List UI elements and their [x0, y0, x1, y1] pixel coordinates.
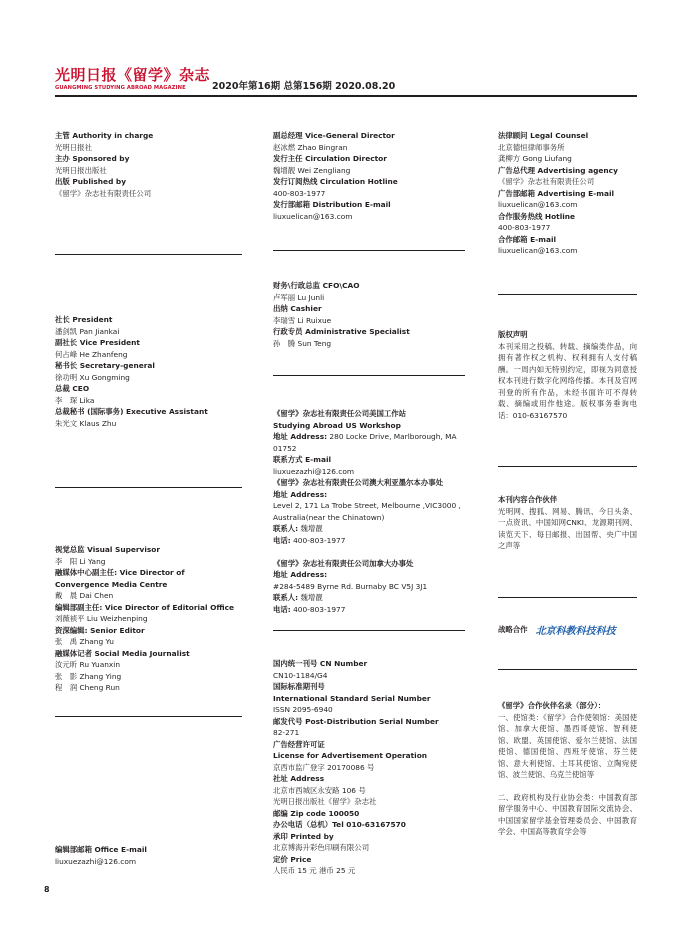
- info-line: 承印 Printed by: [273, 831, 334, 841]
- info-line: 联系人: 魏增靓: [273, 593, 323, 602]
- info-line: liuxuelican@163.com: [273, 211, 353, 221]
- info-line: 光明日报出版社《留学》杂志社: [273, 797, 377, 806]
- logo-english-title: GUANGMING STUDYING ABROAD MAGAZINE: [55, 85, 186, 91]
- content-partner-section: [498, 494, 637, 552]
- info-line: 融媒体记者 Social Media Journalist: [55, 648, 190, 658]
- col1-block-management: [55, 314, 208, 429]
- info-line: 秘书长 Secretary-general: [55, 361, 155, 370]
- info-line: 编辑部副主任: Vice Director of Editorial Office: [55, 602, 235, 612]
- info-line: liuxuezazhi@126.com: [273, 466, 355, 476]
- partners-government: 二、政府机构及行业协会类：中国教育部留学服务中心、中国教育国际交流协会、中国国家留学基金管理委员会、中国教育学会、中国高等教育学会等: [498, 792, 637, 836]
- info-line: 副总经理 Vice-General Director: [273, 131, 395, 140]
- info-line: [273, 546, 461, 558]
- info-line: 合作邮箱 E-mail: [498, 234, 557, 244]
- info-line: 01752: [273, 443, 297, 453]
- info-line: liuxuelican@163.com: [498, 200, 578, 209]
- strategic-partner: [498, 622, 637, 637]
- info-line: 发行部邮箱 Distribution E-mail: [273, 200, 391, 209]
- info-line: 联系人: 魏增靓: [273, 524, 323, 533]
- info-line: 主办 Sponsored by: [55, 154, 130, 163]
- info-line: 北京德恒律师事务所: [498, 142, 565, 152]
- info-line: 光明日报出版社: [55, 165, 107, 175]
- info-line: 行政专员 Administrative Specialist: [273, 327, 410, 336]
- info-line: 法律顾问 Legal Counsel: [498, 131, 589, 140]
- info-line: Convergence Media Centre: [55, 579, 168, 589]
- col2-divider-1: [273, 250, 465, 251]
- header-rule: [55, 95, 637, 97]
- info-line: 财务\行政总监 CFO\CAO: [273, 281, 360, 290]
- col2-divider-2: [273, 375, 465, 376]
- info-line: 京西市监广登字 20170086 号: [273, 762, 375, 772]
- info-line: Australia(near the Chinatown): [273, 512, 385, 522]
- magazine-logo: [55, 64, 210, 91]
- info-line: 卢军丽 Lu Junli: [273, 292, 325, 302]
- info-line: 总裁秘书 (国际事务) Executive Assistant: [55, 407, 208, 416]
- partners-embassies: 一、使馆类：《留学》合作使领馆：美国使馆、加拿大使馆、墨西哥使馆、智利使馆、欧盟、英国使馆、爱尔兰使馆、法国使馆、德国使馆、西班牙使馆、芬兰使馆、意大利使馆、土耳其使馆、立陶宛使馆、波兰使馆、乌克兰使馆等: [498, 712, 637, 779]
- info-line: 融媒体中心副主任: Vice Director of: [55, 568, 185, 577]
- info-line: 邮编 Zip code 100050: [273, 808, 360, 818]
- col1-block-office-email: [55, 844, 147, 867]
- info-line: 李瑞雪 Li Ruixue: [273, 315, 332, 325]
- info-line: 发行主任 Circulation Director: [273, 154, 387, 163]
- partners-title: 《留学》合作伙伴名录（部分）：: [498, 701, 606, 710]
- info-line: 合作服务热线 Hotline: [498, 211, 576, 221]
- info-line: 出纳 Cashier: [273, 304, 322, 313]
- info-line: 400-803-1977: [273, 188, 326, 198]
- info-line: 资深编辑: Senior Editor: [55, 625, 145, 635]
- col2-block-circulation: [273, 130, 398, 222]
- col2-block-overseas-offices: [273, 408, 461, 615]
- col3-divider-4: [498, 669, 637, 670]
- col3-block-legal-ads: [498, 130, 618, 257]
- info-line: 北京博海升彩色印刷有限公司: [273, 843, 370, 852]
- partners-section: [498, 700, 637, 838]
- info-line: 《留学》杂志社有限责任公司澳大利亚墨尔本办事处: [273, 478, 443, 487]
- page-number: 8: [44, 885, 50, 894]
- info-line: 潘剑凯 Pan Jiankai: [55, 326, 120, 336]
- info-line: 地址 Address: 280 Locke Drive, Marlborough, MA: [273, 432, 457, 441]
- info-line: 社址 Address: [273, 774, 325, 783]
- info-line: 82-271: [273, 728, 300, 737]
- info-line: 主管 Authority in charge: [55, 131, 154, 140]
- info-line: 视觉总监 Visual Supervisor: [55, 545, 161, 554]
- info-line: 刘薇祯平 Liu Weizhenping: [55, 614, 148, 623]
- issue-info: 2020年第16期 总第156期 2020.08.20: [212, 81, 396, 92]
- info-line: Level 2, 171 La Trobe Street, Melbourne ,VIC3000 ,: [273, 501, 461, 510]
- info-line: 程 润 Cheng Run: [55, 683, 120, 692]
- info-line: 400-803-1977: [498, 223, 551, 232]
- col3-divider-1: [498, 294, 637, 295]
- info-line: 发行订阅热线 Circulation Hotline: [273, 177, 398, 186]
- info-line: 副社长 Vice President: [55, 338, 140, 347]
- info-line: 戴 晨 Dai Chen: [55, 591, 114, 600]
- info-line: 《留学》杂志社有限责任公司美国工作站: [273, 409, 407, 418]
- info-line: 电话: 400-803-1977: [273, 604, 346, 614]
- info-line: 国际标准期刊号: [273, 682, 325, 691]
- info-line: 国内统一刊号 CN Number: [273, 659, 368, 668]
- copyright-section: [498, 329, 637, 421]
- info-line: 《留学》杂志社有限责任公司加拿大办事处: [273, 558, 414, 568]
- col1-divider-1: [55, 254, 242, 255]
- info-line: 朱光文 Klaus Zhu: [55, 418, 117, 428]
- info-line: 人民币 15 元 港币 25 元: [273, 866, 356, 875]
- info-line: 孙 腾 Sun Teng: [273, 338, 332, 348]
- info-line: Studying Abroad US Workshop: [273, 420, 401, 430]
- info-line: 赵冰燃 Zhao Bingran: [273, 142, 348, 152]
- info-line: License for Advertisement Operation: [273, 751, 428, 760]
- info-line: 社长 President: [55, 315, 113, 324]
- info-line: 电话: 400-803-1977: [273, 535, 346, 545]
- copyright-title: 版权声明: [498, 330, 528, 339]
- content-partner-title: 本刊内容合作伙伴: [498, 495, 558, 504]
- col1-divider-2: [55, 487, 242, 488]
- copyright-text: 本刊采用之投稿、转载、摘编类作品，向拥有著作权之机构、权利拥有人支付稿酬。一周内如无特别约定，即视为同意授权本刊进行数字化网络传播。本刊及官网刊登的所有作品，未经书面许可不得转载、摘编或用作他途。版权事务垂询电话：010-63167570: [498, 341, 637, 420]
- logo-chinese-title: 光明日报《留学》杂志: [55, 66, 211, 84]
- strategic-label: 战略合作: [498, 625, 528, 634]
- info-line: 何占峰 He Zhanfeng: [55, 349, 128, 359]
- info-line: #284-5489 Byrne Rd. Burnaby BC V5J 3J1: [273, 581, 428, 591]
- info-line: 地址 Address:: [273, 489, 328, 499]
- col1-block-editorial: [55, 544, 234, 694]
- info-line: 办公电话（总机）Tel 010-63167570: [273, 820, 406, 829]
- info-line: 地址 Address:: [273, 570, 328, 579]
- info-line: 广告部邮箱 Advertising E-mail: [498, 188, 615, 198]
- col3-divider-3: [498, 597, 637, 598]
- info-line: liuxuelican@163.com: [498, 246, 578, 255]
- info-line: 联系方式 E-mail: [273, 455, 332, 464]
- col1-block-authority: [55, 130, 153, 199]
- info-line: 李 琛 Lika: [55, 395, 95, 405]
- info-line: 魏增靓 Wei Zengliang: [273, 165, 351, 175]
- info-line: ISSN 2095-6940: [273, 705, 333, 714]
- strategic-partner-logo: 北京科教科技科技: [535, 626, 616, 637]
- info-line: 龚柳方 Gong Liufang: [498, 154, 572, 163]
- info-line: 出版 Published by: [55, 177, 127, 186]
- col2-block-finance: [273, 280, 410, 349]
- info-line: International Standard Serial Number: [273, 693, 431, 703]
- info-line: 李 阳 Li Yang: [55, 556, 106, 566]
- info-line: 邮发代号 Post-Distribution Serial Number: [273, 716, 439, 726]
- info-line: liuxuezazhi@126.com: [55, 856, 137, 866]
- info-line: 徐功明 Xu Gongming: [55, 372, 130, 382]
- col2-divider-3: [273, 630, 465, 631]
- info-line: 编辑部邮箱 Office E-mail: [55, 845, 147, 854]
- info-line: 广告总代理 Advertising agency: [498, 165, 618, 175]
- info-line: 汝元昕 Ru Yuanxin: [55, 660, 121, 669]
- col2-block-publication-info: [273, 658, 439, 877]
- info-line: 广告经营许可证: [273, 739, 325, 749]
- content-partner-text: 光明网、搜狐、网易、腾讯、今日头条、一点资讯、中国知网CNKI、龙源期刊网、读览天下、每日邮报、出国帮、央广中国之声等: [498, 506, 637, 550]
- col3-divider-2: [498, 466, 637, 467]
- col1-divider-3: [55, 716, 242, 717]
- info-line: 张 影 Zhang Ying: [55, 671, 122, 681]
- info-line: CN10-1184/G4: [273, 670, 328, 680]
- info-line: 总裁 CEO: [55, 384, 90, 393]
- info-line: 光明日报社: [55, 142, 92, 152]
- info-line: 张 禹 Zhang Yu: [55, 637, 114, 646]
- info-line: 《留学》杂志社有限责任公司: [55, 188, 152, 198]
- info-line: 《留学》杂志社有限责任公司: [498, 177, 595, 186]
- info-line: 北京市西城区永安路 106 号: [273, 785, 366, 795]
- info-line: 定价 Price: [273, 854, 312, 864]
